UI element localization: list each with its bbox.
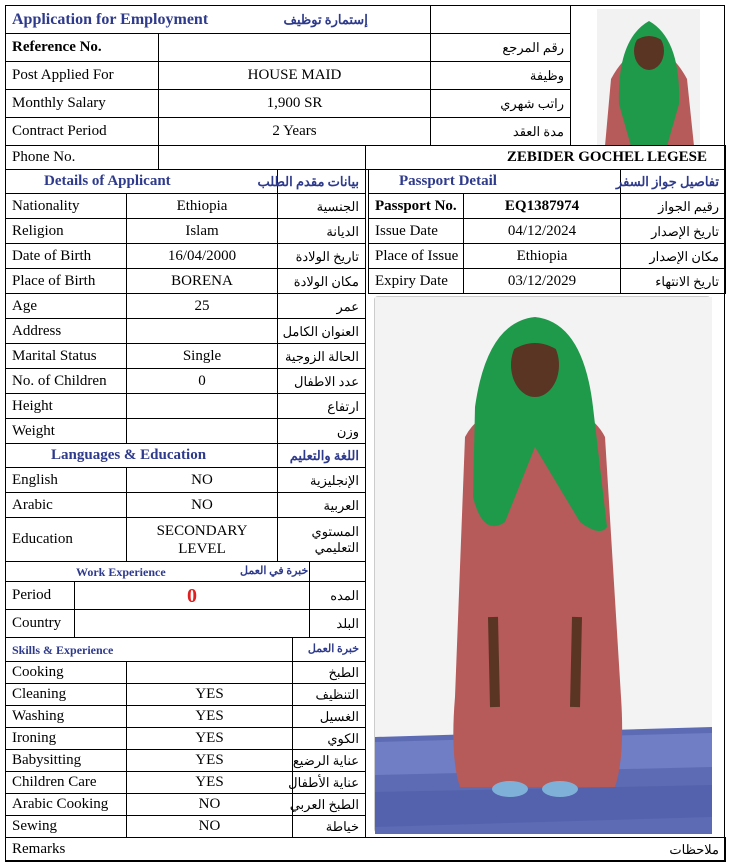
passport-table <box>368 169 726 294</box>
ar-children: عدد الاطفال <box>278 369 366 394</box>
label-address: Address <box>6 319 127 344</box>
value-age: 25 <box>127 294 278 319</box>
ar-education-line1: المستوي <box>311 523 360 539</box>
skills-table <box>5 637 366 838</box>
value-dob: 16/04/2000 <box>127 244 278 269</box>
label-ironing: Ironing <box>6 728 127 750</box>
value-arabic: NO <box>127 493 278 518</box>
row-reference <box>6 34 571 62</box>
ar-education <box>278 518 366 562</box>
label-education: Education <box>6 518 127 562</box>
value-washing: YES <box>127 706 293 728</box>
value-height <box>127 394 278 419</box>
label-pob: Place of Birth <box>6 269 127 294</box>
value-passport-no: EQ1387974 <box>464 194 621 219</box>
row-weight <box>6 419 366 444</box>
value-english: NO <box>127 468 278 493</box>
row-cleaning <box>6 684 366 706</box>
value-arabic-cooking: NO <box>127 794 293 816</box>
label-babysitting: Babysitting <box>6 750 127 772</box>
label-remarks: Remarks <box>6 838 626 862</box>
value-reference <box>159 34 431 62</box>
ar-period: المده <box>310 582 366 610</box>
value-country <box>75 610 310 638</box>
row-english <box>6 468 366 493</box>
work-title-ar: خبرة في العمل <box>240 565 309 577</box>
row-cooking <box>6 662 366 684</box>
value-phone <box>159 146 366 170</box>
value-issue-place: Ethiopia <box>464 244 621 269</box>
row-passport-no <box>369 194 726 219</box>
ar-education-line2: التعليمي <box>314 539 360 555</box>
ar-cleaning: التنظيف <box>293 684 366 706</box>
row-arabic <box>6 493 366 518</box>
row-marital <box>6 344 366 369</box>
label-children: No. of Children <box>6 369 127 394</box>
ar-remarks: ملاحظات <box>626 838 726 862</box>
value-babysitting: YES <box>127 750 293 772</box>
ar-height: ارتفاع <box>278 394 366 419</box>
label-height: Height <box>6 394 127 419</box>
label-weight: Weight <box>6 419 127 444</box>
value-salary: 1,900 SR <box>159 90 431 118</box>
row-issue-date <box>369 219 726 244</box>
label-arabic: Arabic <box>6 493 127 518</box>
ar-contract: مدة العقد <box>431 118 571 146</box>
row-babysitting <box>6 750 366 772</box>
header-table <box>5 5 571 146</box>
ar-reference: رقم المرجع <box>431 34 571 62</box>
label-washing: Washing <box>6 706 127 728</box>
remarks-table <box>5 837 726 862</box>
skills-title-en: Skills & Experience <box>6 638 293 662</box>
label-cooking: Cooking <box>6 662 127 684</box>
row-sewing <box>6 816 366 838</box>
passport-title-ar: تفاصيل جواز السفر <box>621 170 726 194</box>
label-sewing: Sewing <box>6 816 127 838</box>
ar-washing: الغسيل <box>293 706 366 728</box>
row-address <box>6 319 366 344</box>
value-pob: BORENA <box>127 269 278 294</box>
row-salary <box>6 90 571 118</box>
value-sewing: NO <box>127 816 293 838</box>
languages-title-en: Languages & Education <box>6 444 278 468</box>
ar-arabic-cooking: الطبخ العربي <box>293 794 366 816</box>
ar-ironing: الكوي <box>293 728 366 750</box>
form-title-ar: إستمارة توظيف <box>283 11 368 27</box>
ar-age: عمر <box>278 294 366 319</box>
skills-title-ar: خبرة العمل <box>293 638 366 662</box>
row-nationality <box>6 194 366 219</box>
ar-post: وظيفة <box>431 62 571 90</box>
row-pob <box>6 269 366 294</box>
value-cooking <box>127 662 293 684</box>
value-address <box>127 319 278 344</box>
row-period <box>6 582 366 610</box>
phone-name-table <box>5 145 726 170</box>
ar-marital: الحالة الزوجية <box>278 344 366 369</box>
label-passport-no: Passport No. <box>369 194 464 219</box>
value-nationality: Ethiopia <box>127 194 278 219</box>
details-table <box>5 169 366 444</box>
value-education-line1: SECONDARY <box>156 522 248 539</box>
label-phone: Phone No. <box>6 146 159 170</box>
label-salary: Monthly Salary <box>6 90 159 118</box>
ar-arabic: العربية <box>278 493 366 518</box>
row-dob <box>6 244 366 269</box>
value-cleaning: YES <box>127 684 293 706</box>
value-education <box>127 518 278 562</box>
label-children-care: Children Care <box>6 772 127 794</box>
value-children-care: YES <box>127 772 293 794</box>
ar-salary: راتب شهري <box>431 90 571 118</box>
label-arabic-cooking: Arabic Cooking <box>6 794 127 816</box>
row-contract <box>6 118 571 146</box>
row-ironing <box>6 728 366 750</box>
value-post: HOUSE MAID <box>159 62 431 90</box>
ar-cooking: الطبخ <box>293 662 366 684</box>
ar-country: البلد <box>310 610 366 638</box>
ar-children-care: عناية الأطفال <box>293 772 366 794</box>
applicant-full-photo <box>374 296 711 833</box>
label-period: Period <box>6 582 75 610</box>
label-expiry: Expiry Date <box>369 269 464 294</box>
value-period: 0 <box>75 582 310 610</box>
ar-babysitting: عناية الرضيع <box>293 750 366 772</box>
row-religion <box>6 219 366 244</box>
value-issue-date: 04/12/2024 <box>464 219 621 244</box>
row-age <box>6 294 366 319</box>
row-arabic-cooking <box>6 794 366 816</box>
passport-title-en: Passport Detail <box>369 170 621 194</box>
ar-weight: وزن <box>278 419 366 444</box>
ar-expiry: تاريخ الانتهاء <box>621 269 726 294</box>
ar-issue-date: تاريخ الإصدار <box>621 219 726 244</box>
label-cleaning: Cleaning <box>6 684 127 706</box>
form-title <box>6 6 431 34</box>
ar-english: الإنجليزية <box>278 468 366 493</box>
label-age: Age <box>6 294 127 319</box>
value-ironing: YES <box>127 728 293 750</box>
work-table <box>5 561 366 638</box>
row-washing <box>6 706 366 728</box>
ar-religion: الديانة <box>278 219 366 244</box>
row-expiry <box>369 269 726 294</box>
ar-address: العنوان الكامل <box>278 319 366 344</box>
details-title-ar: بيانات مقدم الطلب <box>278 170 366 194</box>
value-children: 0 <box>127 369 278 394</box>
label-dob: Date of Birth <box>6 244 127 269</box>
label-religion: Religion <box>6 219 127 244</box>
row-children-care <box>6 772 366 794</box>
row-height <box>6 394 366 419</box>
value-religion: Islam <box>127 219 278 244</box>
languages-table <box>5 443 366 562</box>
value-weight <box>127 419 278 444</box>
row-post <box>6 62 571 90</box>
label-country: Country <box>6 610 75 638</box>
ar-issue-place: مكان الإصدار <box>621 244 726 269</box>
applicant-headshot <box>597 9 700 146</box>
row-children <box>6 369 366 394</box>
applicant-name: ZEBIDER GOCHEL LEGESE <box>366 146 726 170</box>
value-expiry: 03/12/2029 <box>464 269 621 294</box>
form-title-en: Application for Employment <box>12 10 209 28</box>
ar-sewing: خياطة <box>293 816 366 838</box>
label-nationality: Nationality <box>6 194 127 219</box>
label-contract: Contract Period <box>6 118 159 146</box>
label-post: Post Applied For <box>6 62 159 90</box>
row-country <box>6 610 366 638</box>
row-issue-place <box>369 244 726 269</box>
label-marital: Marital Status <box>6 344 127 369</box>
ar-nationality: الجنسية <box>278 194 366 219</box>
row-education <box>6 518 366 562</box>
label-english: English <box>6 468 127 493</box>
value-contract: 2 Years <box>159 118 431 146</box>
ar-passport-no: رقيم الجواز <box>621 194 726 219</box>
value-education-line2: LEVEL <box>178 540 226 557</box>
ar-pob: مكان الولادة <box>278 269 366 294</box>
value-marital: Single <box>127 344 278 369</box>
label-reference: Reference No. <box>6 34 159 62</box>
label-issue-date: Issue Date <box>369 219 464 244</box>
details-title-en: Details of Applicant <box>6 170 278 194</box>
label-issue-place: Place of Issue <box>369 244 464 269</box>
work-title-en: Work Experience <box>6 562 310 582</box>
languages-title-ar: اللغة والتعليم <box>278 444 366 468</box>
ar-dob: تاريخ الولادة <box>278 244 366 269</box>
